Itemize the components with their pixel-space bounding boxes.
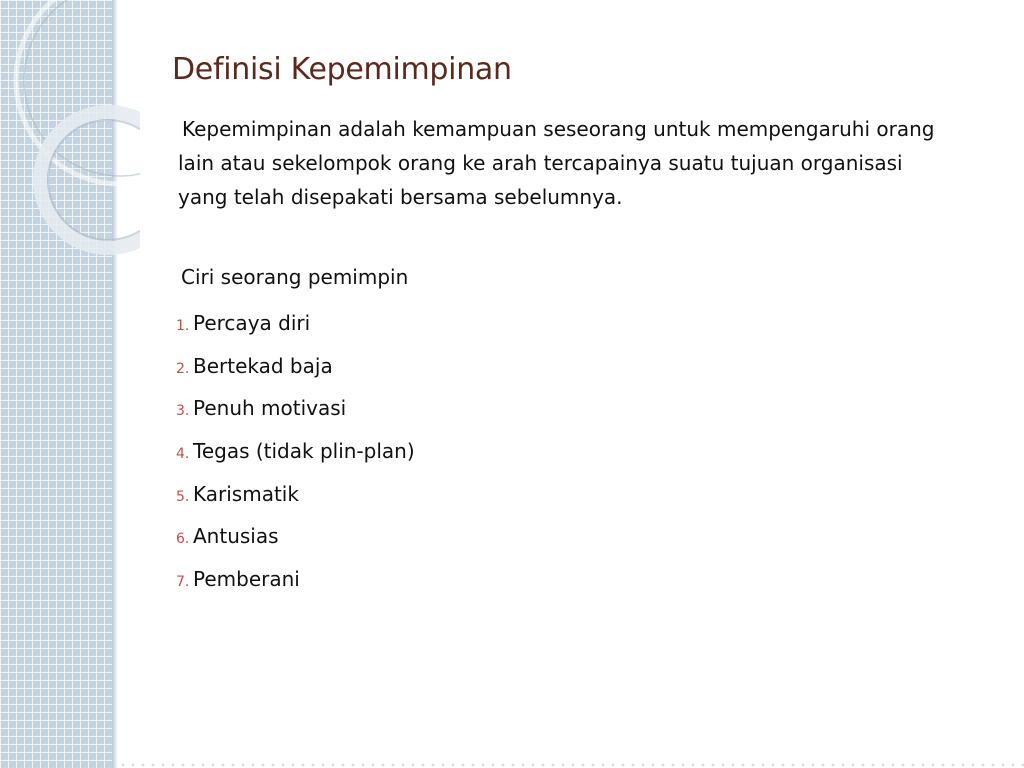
list-item-text: Percaya diri bbox=[193, 311, 311, 335]
list-item bbox=[176, 348, 415, 391]
list-item bbox=[176, 433, 415, 476]
list-item-number: 3. bbox=[176, 403, 190, 420]
list-item bbox=[176, 561, 415, 604]
list-item bbox=[176, 518, 415, 561]
list-item-text: Bertekad baja bbox=[193, 353, 333, 378]
trait-list bbox=[176, 305, 415, 604]
ciri-heading: Ciri seorang pemimpin bbox=[181, 265, 409, 289]
list-item bbox=[176, 476, 415, 519]
list-item-number: 2. bbox=[176, 360, 190, 377]
list-item-number: 5. bbox=[176, 488, 190, 505]
list-item-text: Karismatik bbox=[193, 481, 299, 506]
list-item-number: 1. bbox=[176, 318, 190, 334]
list-item-number: 4. bbox=[176, 446, 190, 463]
list-item-text: Pemberani bbox=[193, 567, 300, 592]
list-item-text: Penuh motivasi bbox=[193, 396, 347, 421]
bottom-dotted-border bbox=[118, 762, 1024, 768]
list-item bbox=[176, 390, 415, 433]
list-item-text: Antusias bbox=[193, 524, 279, 549]
slide-title: Definisi Kepemimpinan bbox=[172, 52, 512, 87]
list-item-number: 6. bbox=[176, 531, 190, 548]
definition-paragraph: Kepemimpinan adalah kemampuan seseorang untuk mempengaruhi orang lain atau sekelompok orang ke arah tercapainya suatu tujuan organisasi yang telah disepakati bersama sebelumnya. bbox=[178, 117, 935, 209]
decorative-rings bbox=[0, 0, 140, 300]
list-item bbox=[176, 305, 415, 348]
list-item-text: Tegas (tidak plin-plan) bbox=[193, 439, 415, 464]
decorative-ring-large bbox=[16, 0, 140, 184]
list-item-number: 7. bbox=[176, 574, 190, 591]
